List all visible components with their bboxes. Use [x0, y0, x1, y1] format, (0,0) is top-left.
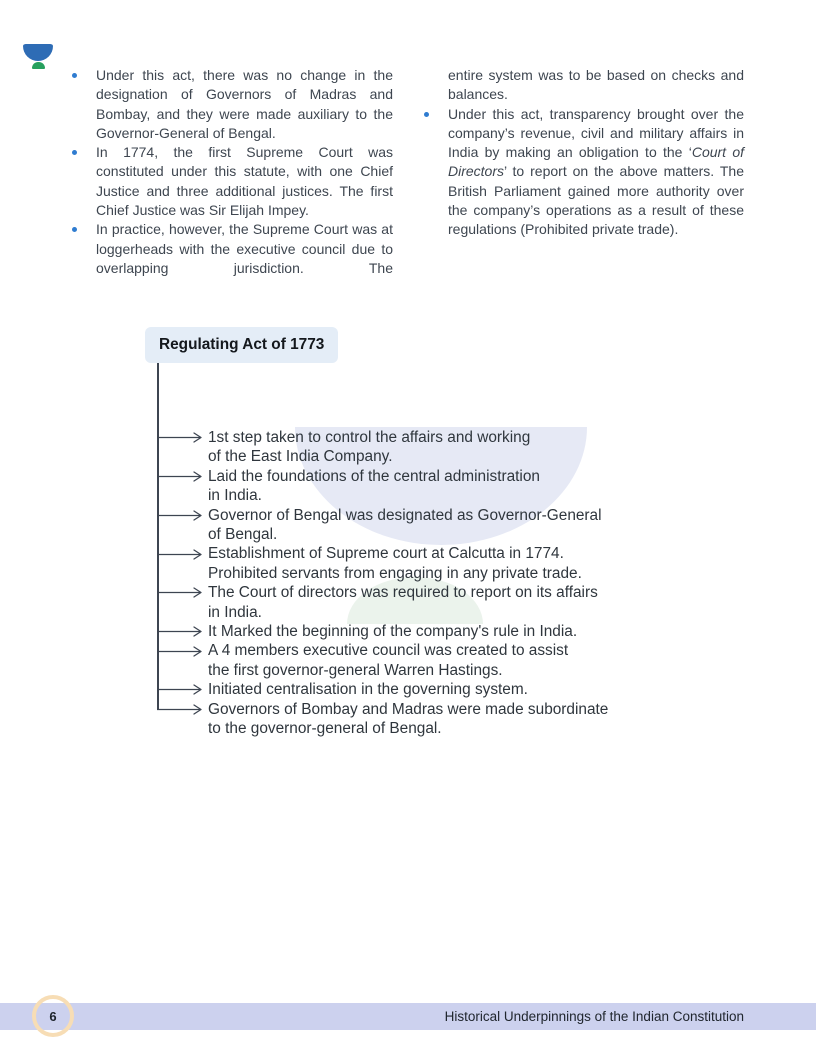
branch-arrow-icon	[157, 470, 208, 483]
tree-item	[208, 544, 608, 583]
bullet-paragraph	[96, 220, 393, 278]
bullet-icon	[424, 112, 429, 117]
paragraph-text-post: ’ to report on the above matters. The British Parliament gained more authority over the company’s operations as a result of these regulations (Prohibited private trade).	[448, 163, 744, 238]
tree-item	[208, 583, 608, 622]
branch-arrow-icon	[157, 586, 208, 599]
tree-item-line: The Court of directors was required to report on its affairs	[208, 584, 598, 602]
paragraph-text: In 1774, the first Supreme Court was constituted under this statute, with one Chief Justice and three additional justices. The first Chief Justice was Sir Elijah Impey.	[96, 144, 393, 219]
left-column	[96, 66, 393, 278]
tree-item	[208, 680, 608, 699]
paragraph-text-pre: Under this act, transparency brought over the company’s revenue, civil and military affairs in India by making an obligation to the ‘	[448, 105, 744, 161]
branch-arrow-icon	[157, 683, 208, 696]
paragraph-text: entire system was to be based on checks and balances.	[448, 67, 744, 103]
branch-arrow-icon	[157, 548, 208, 561]
bullet-icon	[72, 227, 77, 232]
tree-item	[208, 506, 608, 545]
tree-item-line: A 4 members executive council was created to assist	[208, 642, 569, 660]
tree-item-line: Prohibited servants from engaging in any private trade.	[208, 564, 582, 582]
page-number-badge	[32, 995, 74, 1037]
tree-item-line: 1st step taken to control the affairs and working	[208, 429, 531, 446]
branch-arrow-icon	[157, 431, 208, 444]
tree-item-line: Initiated centralisation in the governing system.	[208, 681, 528, 699]
branch-arrow-icon	[157, 703, 208, 716]
tree-item-line: in India.	[208, 603, 262, 621]
logo-bowl-shape	[23, 44, 53, 61]
tree-item-line: Laid the foundations of the central administration	[208, 467, 540, 485]
tree-item-line: of Bengal.	[208, 526, 278, 544]
tree-trunk-line	[157, 363, 159, 710]
footer-title: Historical Underpinnings of the Indian Constitution	[444, 1009, 744, 1024]
tree-item	[208, 467, 608, 506]
tree-item-line: in India.	[208, 487, 262, 505]
tree-item-line: of the East India Company.	[208, 448, 393, 466]
tree-item-line: to the governor-general of Bengal.	[208, 720, 442, 738]
branch-arrow-icon	[157, 645, 208, 658]
right-column	[448, 66, 744, 240]
diagram-heading	[145, 327, 338, 363]
tree-item-line: Governor of Bengal was designated as Governor-General	[208, 506, 602, 524]
tree-item	[208, 428, 608, 467]
branch-arrow-icon	[157, 625, 208, 638]
tree-item-line: It Marked the beginning of the company's rule in India.	[208, 623, 578, 641]
diagram-heading-label: Regulating Act of 1773	[159, 336, 325, 353]
tree-item	[208, 641, 608, 680]
brand-logo-icon	[23, 44, 53, 70]
bullet-paragraph	[96, 143, 393, 220]
tree-item-line: the first governor-general Warren Hastings.	[208, 661, 503, 679]
page-number: 6	[49, 1008, 57, 1024]
tree-item-list	[208, 428, 608, 739]
continuation-paragraph	[448, 66, 744, 105]
bullet-paragraph	[448, 105, 744, 240]
paragraph-text-italic: Court of Directors	[448, 144, 744, 180]
tree-item	[208, 622, 608, 641]
paragraph-text: Under this act, there was no change in the designation of Governors of Madras and Bombay, and they were made auxiliary to the Governor-General of Bengal.	[96, 67, 393, 141]
tree-item-line: Governors of Bombay and Madras were made subordinate	[208, 700, 609, 718]
branch-arrow-icon	[157, 509, 208, 522]
footer-bar	[0, 1003, 816, 1030]
tree-item	[208, 700, 608, 739]
bullet-icon	[72, 150, 77, 155]
logo-dome-shape	[32, 62, 45, 69]
bullet-paragraph	[96, 66, 393, 143]
tree-item-line: Establishment of Supreme court at Calcutta in 1774.	[208, 545, 564, 563]
bullet-icon	[72, 73, 77, 78]
paragraph-text: In practice, however, the Supreme Court was at loggerheads with the executive council due to overlapping jurisdiction. The	[96, 221, 393, 276]
